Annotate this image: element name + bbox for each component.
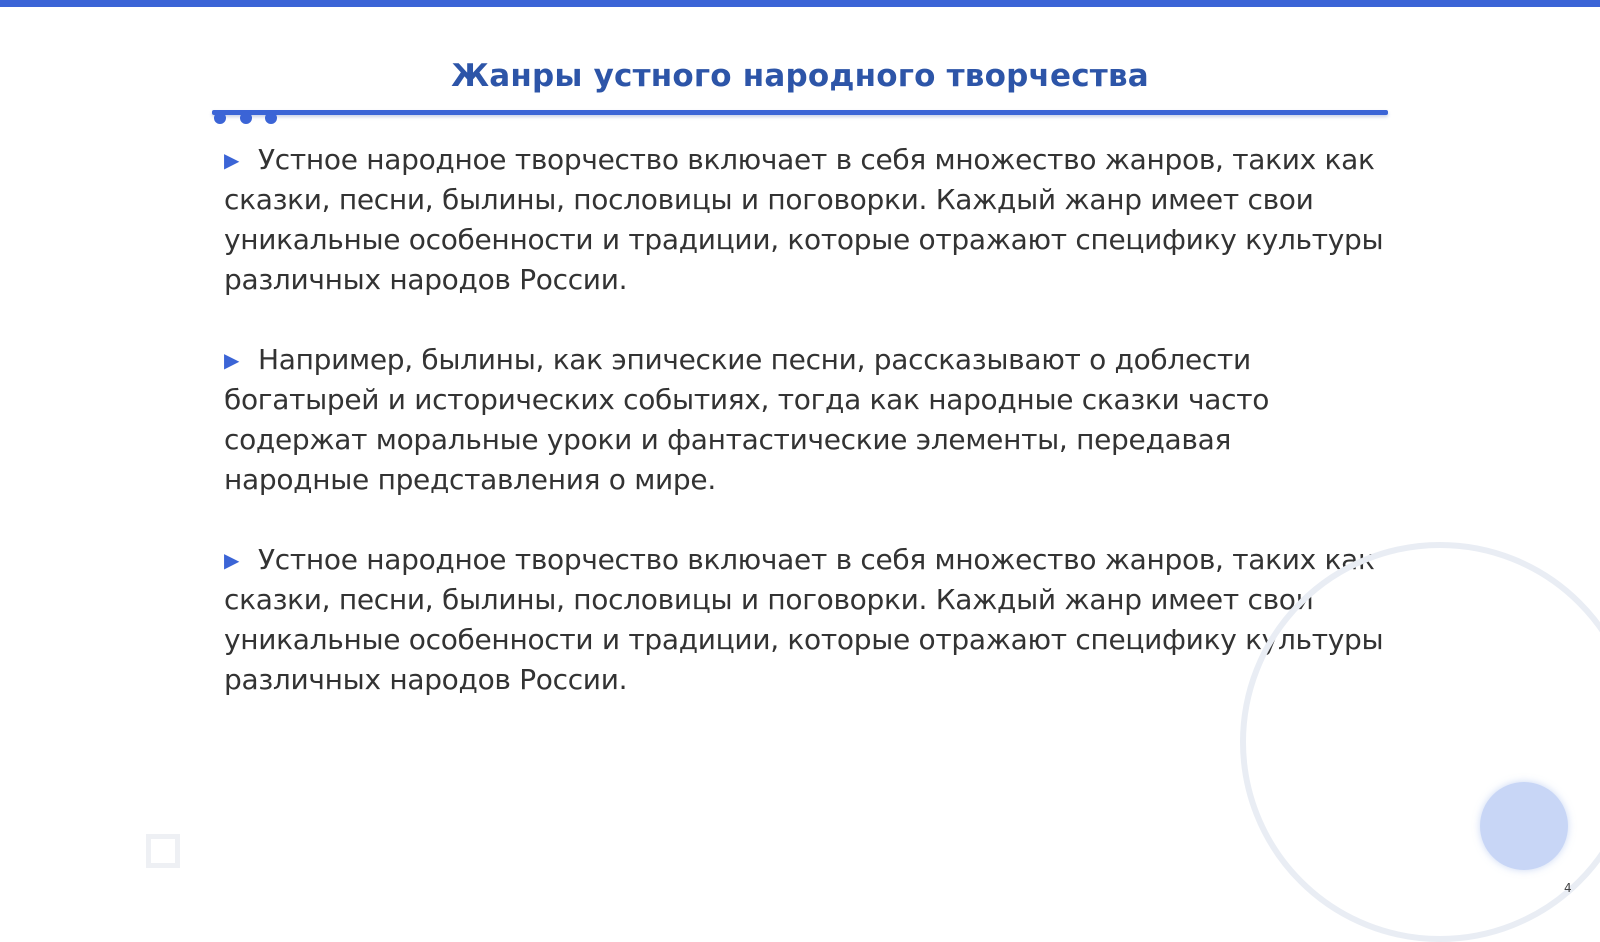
- title-underline: [212, 110, 1388, 115]
- decorative-disc: [1480, 782, 1568, 870]
- slide-number: 4: [1564, 881, 1572, 895]
- bullet-icon: ▶: [224, 348, 240, 372]
- title-dot-1: [214, 112, 226, 124]
- bullet-icon: ▶: [224, 548, 240, 572]
- paragraph-1: [224, 140, 1384, 300]
- bullet-icon: ▶: [224, 148, 240, 172]
- paragraph-3: [224, 540, 1384, 700]
- paragraph-1-text: Устное народное творчество включает в себя множество жанров, таких как сказки, песни, былины, пословицы и поговорки. Каждый жанр имеет свои уникальные особенности и традиции, которые отражают специфику культуры различных народов России.: [224, 143, 1384, 296]
- paragraph-2: [224, 340, 1384, 500]
- paragraph-3-text: Устное народное творчество включает в себя множество жанров, таких как сказки, песни, былины, пословицы и поговорки. Каждый жанр имеет свои уникальные особенности и традиции, которые отражают специфику культуры различных народов России.: [224, 543, 1384, 696]
- paragraph-2-text: Например, былины, как эпические песни, рассказывают о доблести богатырей и исторических событиях, тогда как народные сказки часто содержат моральные уроки и фантастические элементы, передавая народные представления о мире.: [224, 343, 1270, 496]
- slide-title: Жанры устного народного творчества: [451, 58, 1149, 94]
- decorative-square: [146, 834, 180, 868]
- top-accent-bar: [0, 0, 1600, 7]
- title-dot-2: [240, 112, 252, 124]
- title-dot-3: [265, 112, 277, 124]
- slide-body: [224, 140, 1384, 740]
